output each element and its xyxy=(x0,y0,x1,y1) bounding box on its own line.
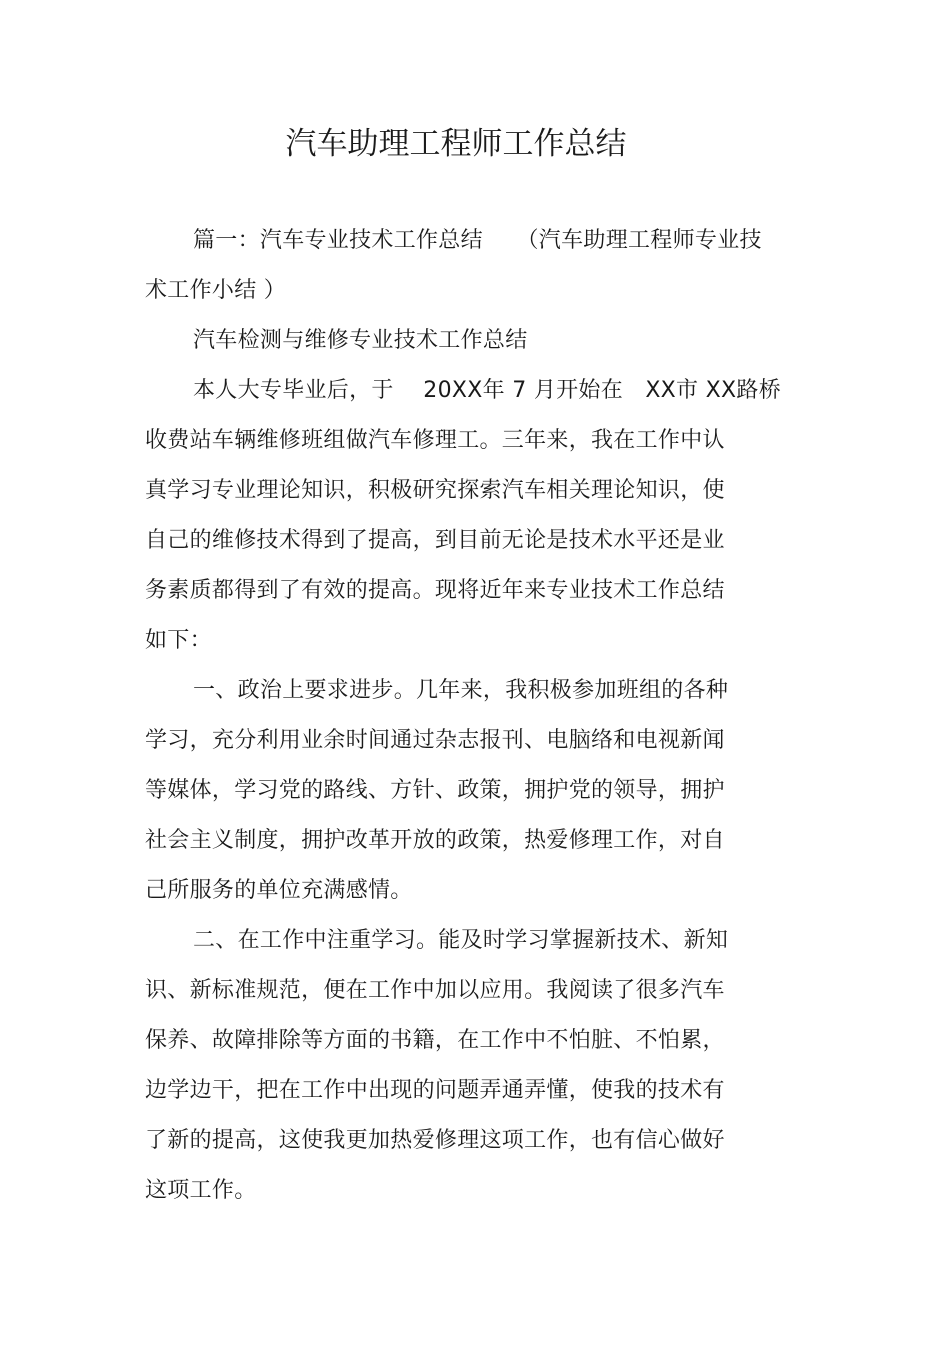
heading-line-continued: 术工作小结 ） xyxy=(145,278,287,303)
paragraph-line: 收费站车辆维修班组做汽车修理工。三年来，我在工作中认 xyxy=(145,428,725,453)
paragraph-line: 了新的提高，这使我更加热爱修理这项工作，也有信心做好 xyxy=(145,1128,725,1153)
document-title: 汽车助理工程师工作总结 xyxy=(285,126,627,162)
paragraph-line: 等媒体，学习党的路线、方针、政策，拥护党的领导，拥护 xyxy=(145,778,725,803)
paragraph-line: 本人大专毕业后，于 20XX年 7 月开始在 XX市 XX路桥 xyxy=(193,378,781,403)
paragraph-line: 这项工作。 xyxy=(145,1178,257,1203)
paragraph-line: 社会主义制度，拥护改革开放的政策，热爱修理工作，对自 xyxy=(145,828,725,853)
paragraph-line: 二、在工作中注重学习。能及时学习掌握新技术、新知 xyxy=(193,928,729,953)
paragraph-line: 真学习专业理论知识，积极研究探索汽车相关理论知识，使 xyxy=(145,478,725,503)
paragraph-line: 一、政治上要求进步。几年来，我积极参加班组的各种 xyxy=(193,678,729,703)
paragraph-line: 学习，充分利用业余时间通过杂志报刊、电脑络和电视新闻 xyxy=(145,728,725,753)
paragraph-line: 己所服务的单位充满感情。 xyxy=(145,878,413,903)
paragraph-line: 边学边干，把在工作中出现的问题弄通弄懂，使我的技术有 xyxy=(145,1078,725,1103)
paragraph-line: 识、新标准规范，便在工作中加以应用。我阅读了很多汽车 xyxy=(145,978,725,1003)
paragraph-line: 务素质都得到了有效的提高。现将近年来专业技术工作总结 xyxy=(145,578,725,603)
paragraph-line: 保养、故障排除等方面的书籍，在工作中不怕脏、不怕累， xyxy=(145,1028,725,1053)
paragraph-line: 如下： xyxy=(145,628,212,653)
heading-line: 篇一：汽车专业技术工作总结 （汽车助理工程师专业技 xyxy=(193,228,762,253)
subheading-line: 汽车检测与维修专业技术工作总结 xyxy=(193,328,528,353)
paragraph-line: 自己的维修技术得到了提高，到目前无论是技术水平还是业 xyxy=(145,528,725,553)
